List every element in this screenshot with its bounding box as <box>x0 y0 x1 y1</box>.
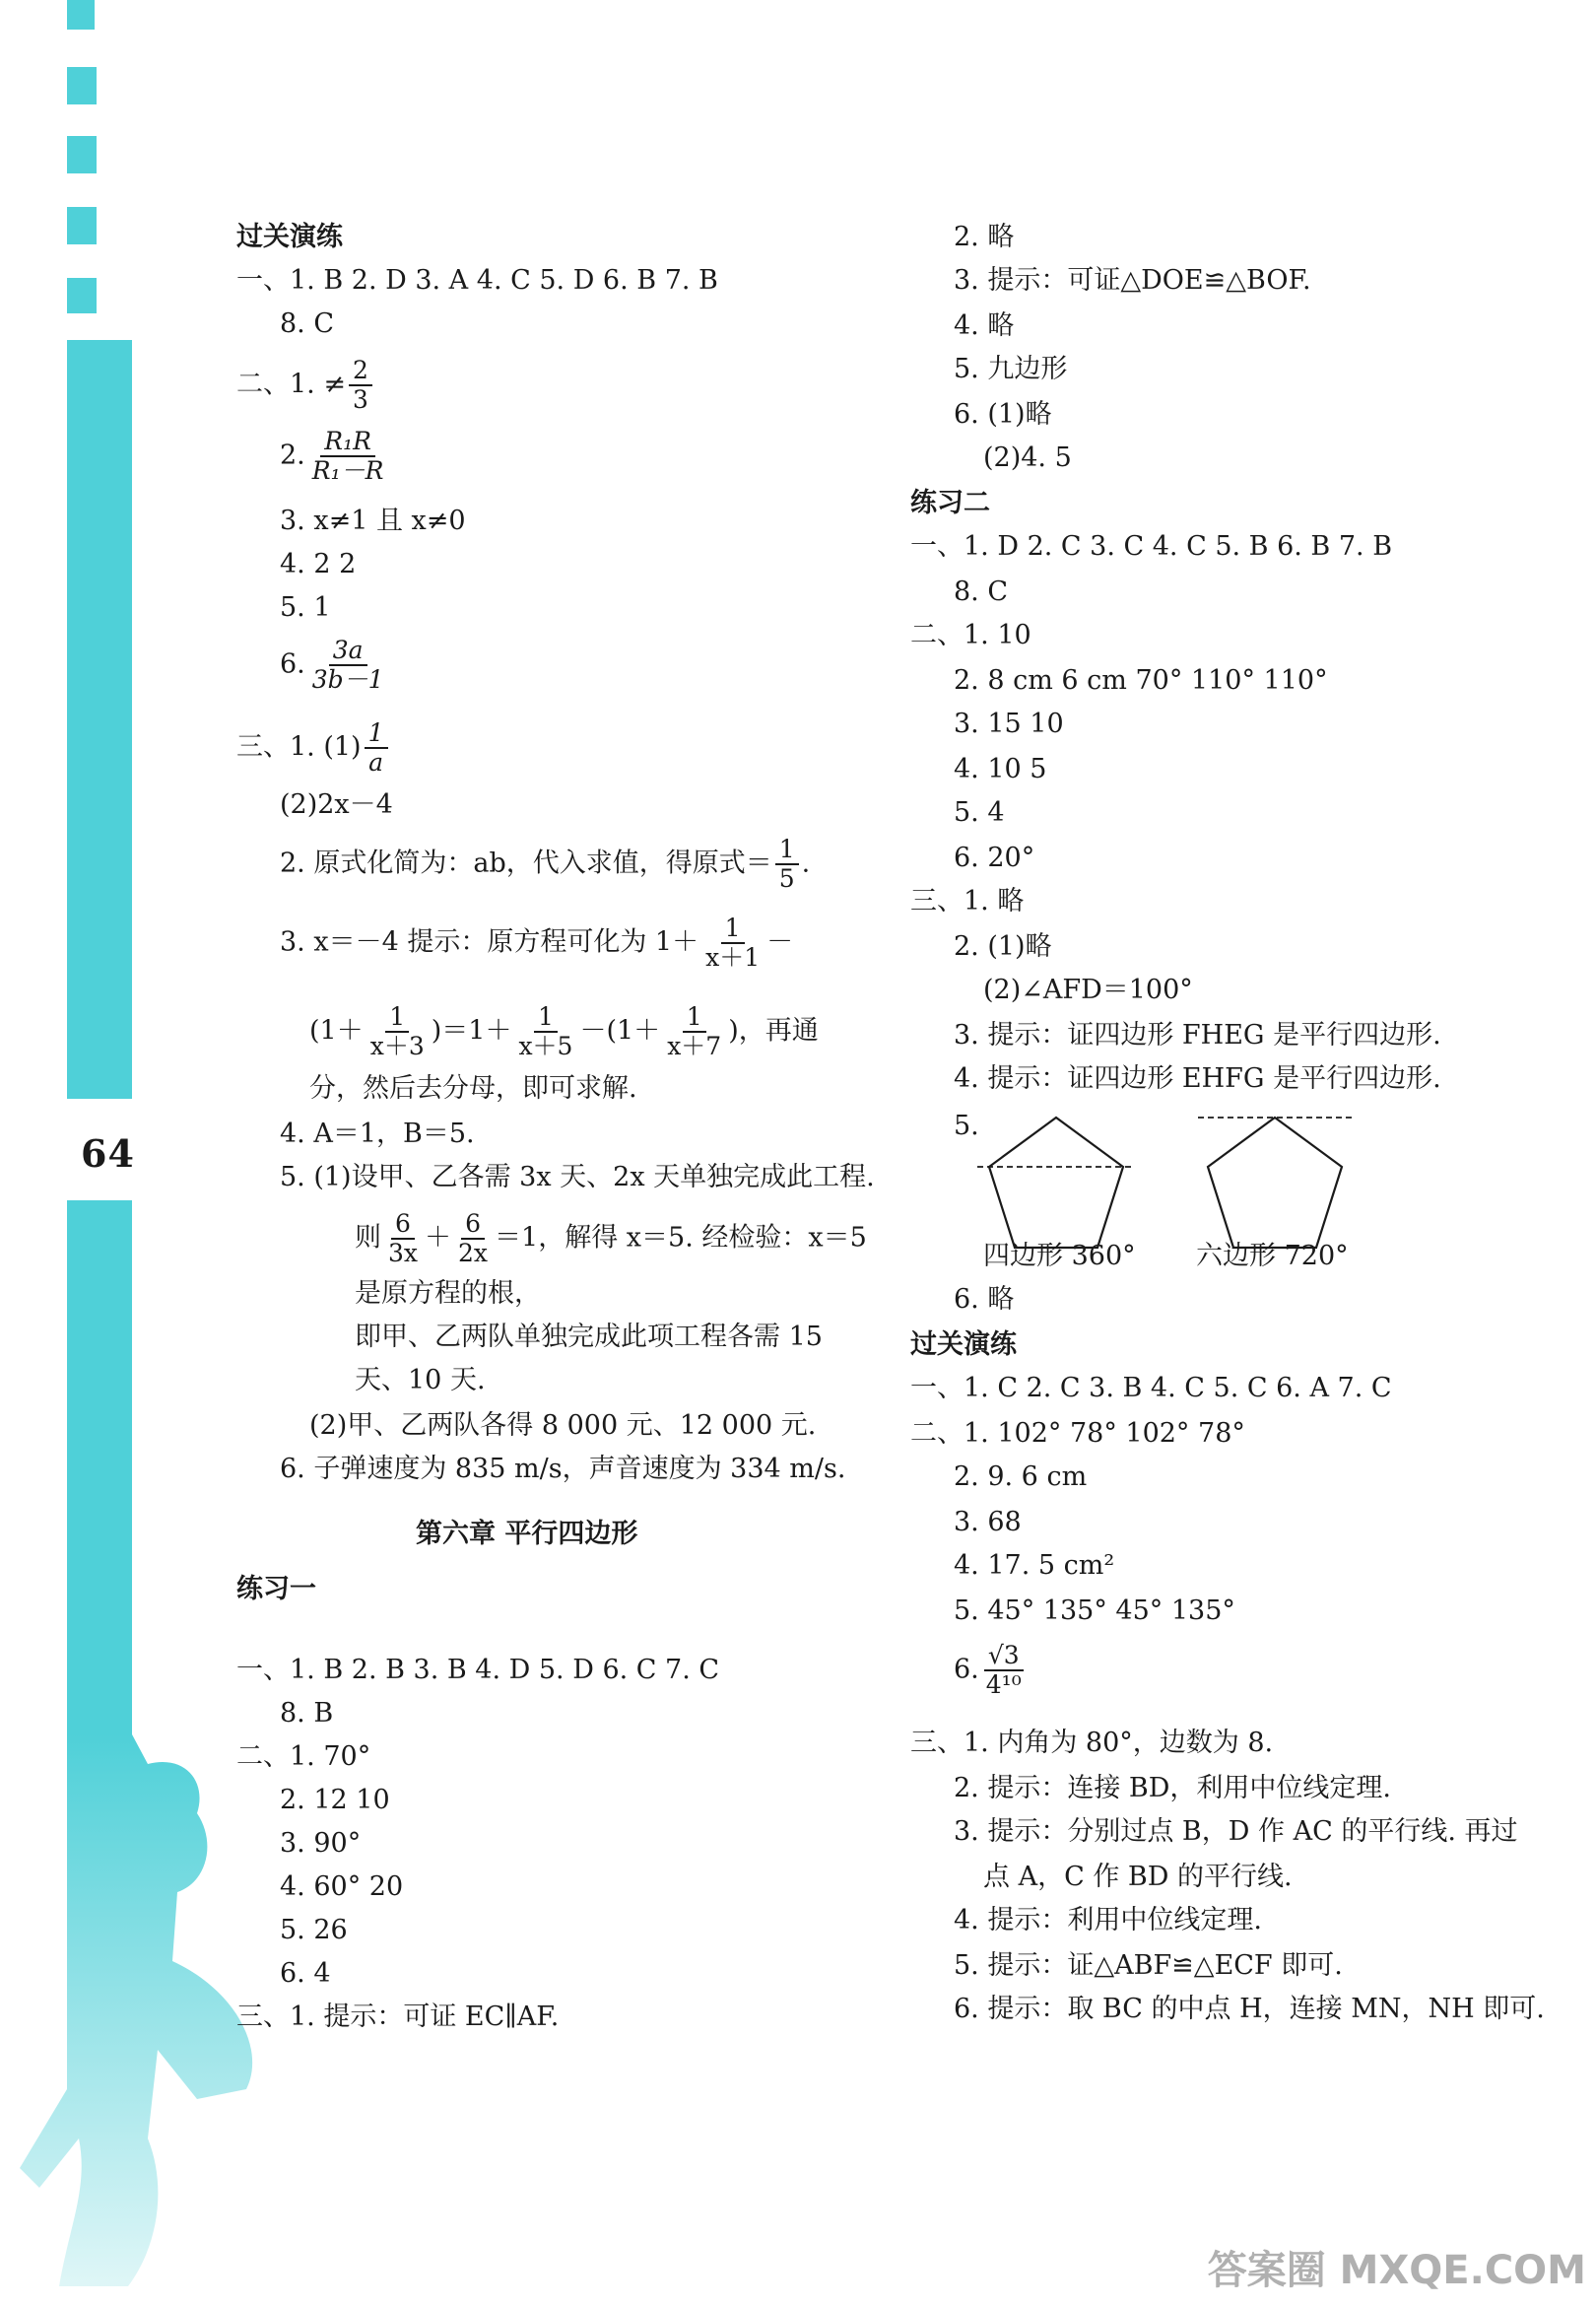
item-label: 2. <box>280 440 305 471</box>
answer-line: 4. 提示：利用中位线定理. <box>954 1905 1262 1935</box>
answer-text: )＝1＋ <box>431 1015 512 1047</box>
answer-text: (1＋ <box>309 1015 364 1047</box>
figure-caption: 四边形 360° <box>983 1241 1136 1271</box>
answer-line: 6. 20° <box>954 843 1035 873</box>
answer-line: 天、10 天. <box>355 1365 486 1395</box>
answer-line: (2)∠AFD＝100° <box>983 975 1193 1005</box>
item-label: 6. <box>954 1654 979 1685</box>
answer-line: 二、1. 102° 78° 102° 78° <box>910 1418 1245 1449</box>
fraction <box>308 637 388 694</box>
answer-line: 5. 1 <box>280 592 331 623</box>
denominator: 4¹⁰ <box>985 1670 1022 1699</box>
pentagon-figure-2 <box>1196 1110 1354 1257</box>
answer-line: 6. 4 <box>280 1958 331 1989</box>
answer-line: 3. 15 10 <box>954 709 1064 739</box>
answer-line: 3. 提示：证四边形 FHEG 是平行四边形. <box>954 1020 1441 1051</box>
answer-line: 4. A＝1，B＝5. <box>280 1119 475 1149</box>
answer-line: 4. 提示：证四边形 EHFG 是平行四边形. <box>954 1063 1441 1094</box>
answer-line: 3. 提示：分别过点 B，D 作 AC 的平行线. 再过 <box>954 1816 1518 1847</box>
answer-text: 则 <box>355 1222 381 1254</box>
answer-line: 8. C <box>280 308 335 339</box>
answer-line: 一、1. D 2. C 3. C 4. C 5. B 6. B 7. B <box>910 531 1393 562</box>
answer-line <box>355 1210 867 1267</box>
answer-line: 分，然后去分母，即可求解. <box>309 1073 637 1104</box>
answer-text: )，再通 <box>728 1015 819 1047</box>
answer-line: (2)甲、乙两队各得 8 000 元、12 000 元. <box>309 1410 817 1441</box>
answer-line: 2. 原式化简为：ab，代入求值，得原式＝ $\frac{1}{5}$ . <box>280 835 811 893</box>
answer-line: 5. <box>954 1111 979 1141</box>
denominator: x＋1 <box>705 943 761 972</box>
answer-line: 二、1. 10 <box>910 620 1031 650</box>
fraction <box>365 719 388 777</box>
denominator: 3b－1 <box>311 665 384 694</box>
answer-line: 一、1. B 2. B 3. B 4. D 5. D 6. C 7. C <box>236 1655 720 1685</box>
numerator: 2 <box>349 357 372 386</box>
fraction <box>982 1642 1026 1699</box>
answer-line: 5. 九边形 <box>954 354 1068 384</box>
answer-line: 8. B <box>280 1698 334 1729</box>
figure-caption: 六边形 720° <box>1196 1241 1349 1271</box>
answer-line: (2)2x－4 <box>280 789 393 820</box>
item-label: 二、1. ≠ <box>236 369 346 400</box>
numerator: 3a <box>329 637 367 666</box>
numerator: 1 <box>683 1003 706 1033</box>
answer-line <box>280 637 391 694</box>
fraction <box>384 1210 422 1267</box>
answer-line: 3. 提示：可证△DOE≌△BOF. <box>954 265 1311 296</box>
fraction <box>775 836 799 893</box>
answer-line <box>309 1003 819 1060</box>
fraction <box>701 915 764 972</box>
chapter-title: 第六章 平行四边形 <box>416 1519 638 1549</box>
answer-line: 2. 9. 6 cm <box>954 1461 1088 1492</box>
section-heading: 过关演练 <box>236 222 343 252</box>
answer-line: 5. 4 <box>954 797 1005 828</box>
denominator: R₁－R <box>311 456 384 485</box>
answer-line: 6. 子弹速度为 835 m/s，声音速度为 334 m/s. <box>280 1454 846 1484</box>
answer-line: 3. 68 <box>954 1507 1022 1537</box>
answer-text: 2. 原式化简为：ab，代入求值，得原式＝ <box>280 848 772 879</box>
denominator: 3x <box>388 1239 419 1267</box>
answer-line <box>236 719 391 777</box>
answer-line: 5. 26 <box>280 1915 348 1945</box>
watermark-logo <box>1208 2239 1586 2295</box>
numerator: √3 <box>984 1642 1024 1671</box>
answer-line: 5. 提示：证△ABF≌△ECF 即可. <box>954 1950 1343 1981</box>
fraction <box>308 428 388 485</box>
page-number: 64 <box>81 1131 135 1176</box>
answer-line: 一、1. B 2. D 3. A 4. C 5. D 6. B 7. B <box>236 265 718 296</box>
denominator: 2x <box>458 1239 489 1267</box>
denominator: 3 <box>352 385 368 414</box>
answer-line: 2. 8 cm 6 cm 70° 110° 110° <box>954 665 1328 696</box>
answer-line: 5. 45° 135° 45° 135° <box>954 1595 1235 1626</box>
answer-line: 3. x≠1 且 x≠0 <box>280 506 466 536</box>
denominator: x＋7 <box>667 1032 722 1060</box>
watermark-text: 答案圈 MXQE.COM <box>1207 2248 1586 2293</box>
item-label: 6. <box>280 648 305 680</box>
answer-text: ＝1，解得 x＝5. 经检验：x＝5 <box>495 1222 867 1254</box>
fraction <box>454 1210 492 1267</box>
answer-line: 点 A，C 作 BD 的平行线. <box>983 1862 1293 1892</box>
answer-line: 2. 略 <box>954 222 1015 252</box>
answer-line: 一、1. C 2. C 3. B 4. C 5. C 6. A 7. C <box>910 1373 1392 1403</box>
answer-line <box>280 428 390 485</box>
numerator: 1 <box>721 915 745 944</box>
numerator: 1 <box>775 836 799 865</box>
answer-line: 三、1. 内角为 80°，边数为 8. <box>910 1728 1274 1758</box>
answer-line: 6. 提示：取 BC 的中点 H，连接 MN，NH 即可. <box>954 1994 1545 2024</box>
section-heading: 练习二 <box>910 488 990 518</box>
denominator: x＋5 <box>518 1032 573 1060</box>
numerator: 1 <box>385 1003 409 1033</box>
answer-line: 3. 90° <box>280 1828 362 1859</box>
answer-line: 4. 10 5 <box>954 754 1047 784</box>
fraction <box>349 357 372 414</box>
answer-line: 三、1. 提示：可证 EC∥AF. <box>236 2002 560 2032</box>
answer-text: － <box>766 926 794 958</box>
fraction <box>514 1003 576 1060</box>
numerator: R₁R <box>320 428 375 457</box>
answer-text: －(1＋ <box>579 1015 661 1047</box>
answer-line: 6. (1)略 <box>954 399 1052 430</box>
answer-line <box>954 1642 1029 1699</box>
denominator: a <box>368 748 383 777</box>
numerator: 6 <box>461 1210 485 1240</box>
numerator: 1 <box>534 1003 558 1033</box>
answer-line: 4. 略 <box>954 310 1015 341</box>
denominator: x＋3 <box>369 1032 425 1060</box>
section-heading: 练习一 <box>236 1574 316 1604</box>
answer-line: 8. C <box>954 577 1009 607</box>
answer-line: 4. 2 2 <box>280 549 357 579</box>
numerator: 6 <box>391 1210 415 1240</box>
answer-line: 2. 12 10 <box>280 1785 390 1815</box>
answer-line: (2)4. 5 <box>983 442 1072 473</box>
answer-line: 4. 17. 5 cm² <box>954 1550 1115 1581</box>
answer-text: 3. x＝－4 提示：原方程可化为 1＋ <box>280 926 699 958</box>
answer-line <box>280 915 793 972</box>
answer-line: 5. (1)设甲、乙各需 3x 天、2x 天单独完成此工程. <box>280 1162 875 1192</box>
answer-line: 6. 略 <box>954 1284 1015 1315</box>
section-heading: 过关演练 <box>910 1329 1017 1360</box>
answer-line: 二、1. 70° <box>236 1741 371 1772</box>
answer-text: ＋ <box>425 1222 452 1254</box>
fraction <box>663 1003 725 1060</box>
fraction <box>366 1003 429 1060</box>
answer-line: 是原方程的根， <box>355 1278 541 1309</box>
answer-line: 2. (1)略 <box>954 931 1052 962</box>
item-label: 三、1. (1) <box>236 731 362 763</box>
pentagon-figure-1 <box>977 1110 1135 1257</box>
answer-line: 即甲、乙两队单独完成此项工程各需 15 <box>355 1322 823 1352</box>
answer-line: 三、1. 略 <box>910 886 1025 916</box>
numerator: 1 <box>365 719 388 749</box>
answer-line: 2. 提示：连接 BD，利用中位线定理. <box>954 1773 1391 1803</box>
answer-line: 4. 60° 20 <box>280 1871 404 1902</box>
denominator: 5 <box>778 864 795 893</box>
answer-line <box>236 357 375 414</box>
